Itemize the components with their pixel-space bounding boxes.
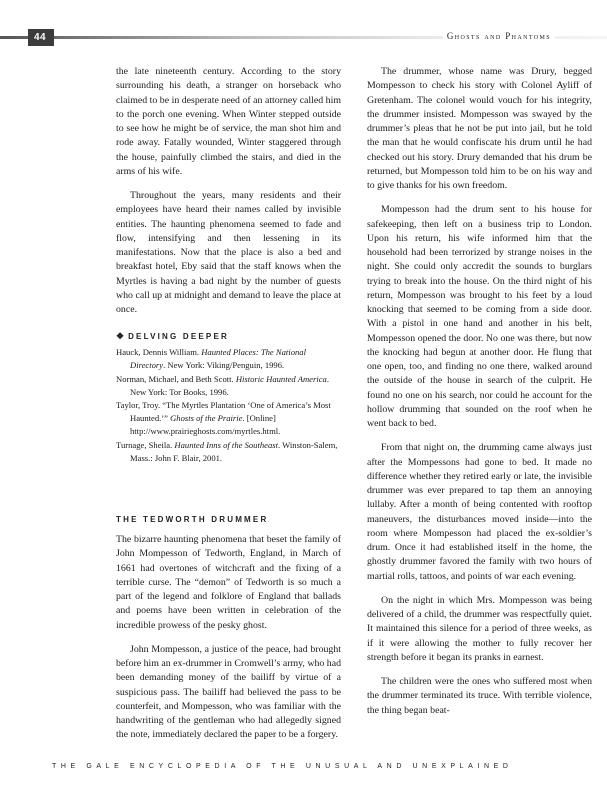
reference-item: Taylor, Troy. “The Myrtles Plantation ‘One of America’s Most Haunted.’” Ghosts of the Prairie. [Online] http://www.prairieghosts.com/myrtles.html. bbox=[116, 400, 331, 437]
diamond-icon: ❖ bbox=[116, 331, 125, 342]
body-paragraph: From that night on, the drumming came always just after the Mompessons had gone to bed. It made no difference whether they retired early or late, the invisible drummer was ever prepared to tap them an annoying lullaby. After a month of being contented with rooftop maneuvers, the disturbances moved inside—into the room where Mompesson had placed the ex-soldier’s drum. Once it had established itself in the home, the ghostly drummer favored the family with two hours of martial rolls, tattoos, and points of war each evening. bbox=[367, 442, 592, 582]
body-paragraph: The bizarre haunting phenomena that beset the family of John Mompesson of Tedworth, England, in March of 1661 had overtones of witchcraft and the fixing of a terrible curse. The “demon” of Tedworth is so much a part of the legend and folklore of England that ballads and poems have been written in celebration of the incredible prowess of the pesky ghost. bbox=[116, 534, 341, 631]
body-paragraph: the late nineteenth century. According to the story surrounding his death, a stranger on horseback who claimed to be in desperate need of an attorney called him to the porch one evening. When Winter stepped outside to see how he might be of service, the man shot him and rode away. Fatally wounded, Winter staggered through the house, painfully climbed the stairs, and died in the arms of his wife. bbox=[116, 66, 341, 177]
section-tedworth-drummer bbox=[116, 515, 341, 743]
footer-title: THE GALE ENCYCLOPEDIA OF THE UNUSUAL AND UNEXPLAINED bbox=[52, 763, 513, 770]
body-paragraph: The drummer, whose name was Drury, begged Mompesson to check his story with Colonel Ayliff of Gretenham. The colonel would vouch for his integrity, the drummer insisted. Mompesson was swayed by the drummer’s pleas that he not be put into jail, but he told the man that he would confiscate his drum until he had checked out his story. Drury demanded that his drum be returned, but Mompesson told him to be on his way and to give thanks for his own freedom. bbox=[367, 66, 592, 191]
reference-item: Turnage, Sheila. Haunted Inns of the Southeast. Winston-Salem, Mass.: John F. Blair, 2001. bbox=[116, 439, 338, 463]
body-paragraph: Throughout the years, many residents and their employees have heard their names called by invisible entities. The haunting phenomena seemed to fade and flow, intensifying and then lessening in its manifestations. Now that the place is also a bed and breakfast hotel, Eby said that the staff knows when the Myrtles is having a bad night by the number of guests who call up at midnight and demand to leave the place at once. bbox=[116, 190, 341, 315]
reference-item: Hauck, Dennis William. Haunted Places: The National Directory. New York: Viking/Penguin, 1996. bbox=[116, 347, 306, 371]
reference-list bbox=[116, 346, 341, 465]
body-paragraph: Mompesson had the drum sent to his house for safekeeping, then left on a business trip to London. Upon his return, his wife informed him that the household had been terrorized by strange noises in the night. She could only accredit the sounds to burglars trying to break into the house. On the third night of his return, Mompesson was brought to his feet by a loud knocking that seemed to be coming from a side door. With a pistol in one hand and another in his belt, Mompesson opened the door. No one was there, but now the knocking had begun at another door. He flung that one open, too, and finding no one there, walked around the outside of the house in search of the culprit. He found no one on his search, nor could he account for the hollow drumming that sounded on the roof when he went back to bed. bbox=[367, 204, 592, 429]
running-title: Ghosts and Phantoms bbox=[443, 31, 555, 41]
section-heading: THE TEDWORTH DRUMMER bbox=[116, 515, 269, 525]
body-paragraph: The children were the ones who suffered most when the drummer terminated its truce. With terrible violence, the thing began beat- bbox=[367, 676, 592, 716]
running-header bbox=[0, 29, 607, 47]
body-paragraph: John Mompesson, a justice of the peace, had brought before him an ex-drummer in Cromwell’s army, who had been demanding money of the bailiff by virtue of a suspicious pass. The bailiff had believed the pass to be counterfeit, and Mompesson, who was familiar with the handwriting of the gentleman who had allegedly signed the note, immediately declared the paper to be a forgery. bbox=[116, 643, 341, 741]
left-column bbox=[116, 65, 341, 753]
delving-deeper-heading: ❖ DELVING DEEPER bbox=[116, 331, 229, 342]
reference-item: Norman, Michael, and Beth Scott. Historic Haunted America. New York: Tor Books, 1996. bbox=[116, 373, 329, 397]
body-paragraph: On the night in which Mrs. Mompesson was being delivered of a child, the drummer was respectfully quiet. It maintained this silence for a period of three weeks, as if it were allowing the mother to fully recover her strength before it began its pranks in earnest. bbox=[367, 594, 592, 663]
page-number: 44 bbox=[28, 29, 54, 46]
delving-deeper-box bbox=[116, 331, 341, 465]
right-column bbox=[367, 65, 592, 728]
